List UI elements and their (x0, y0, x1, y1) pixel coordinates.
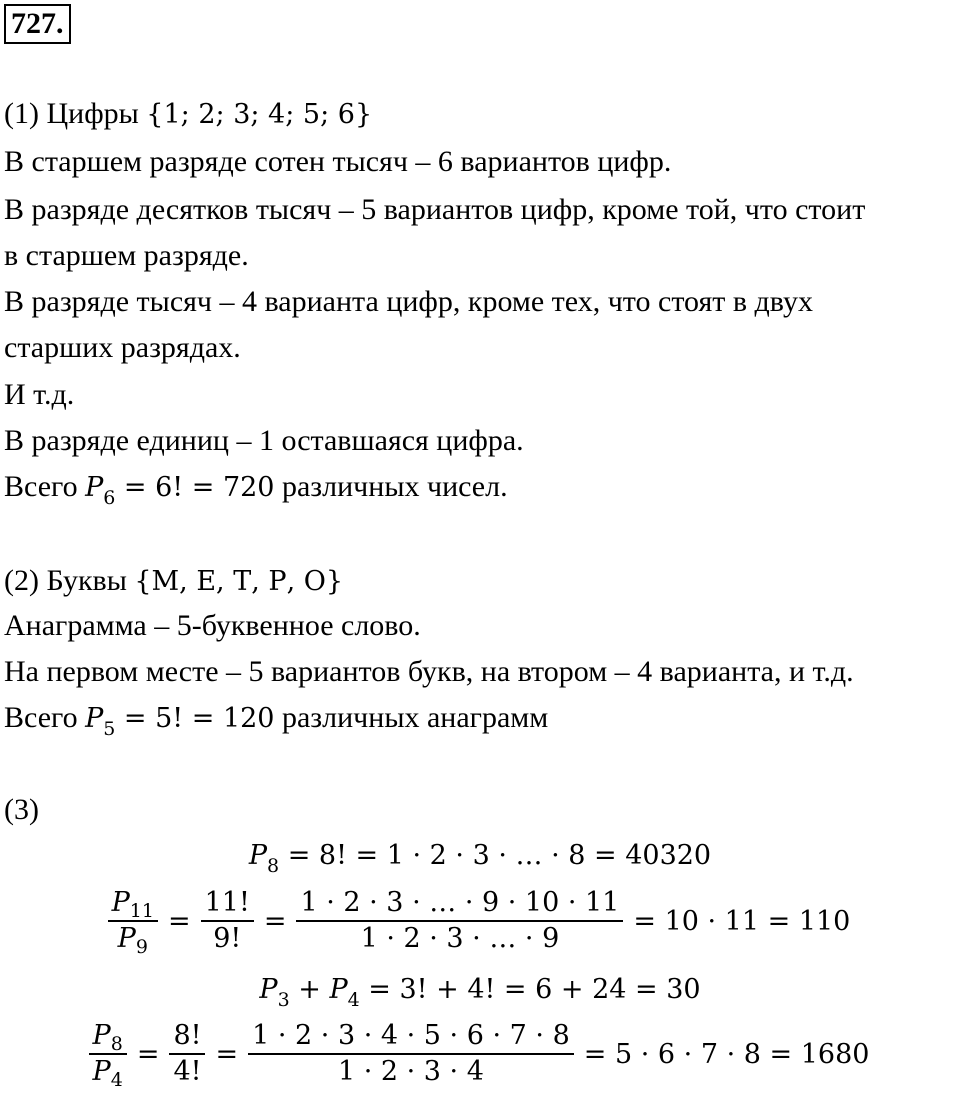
perm-symbol: P (248, 840, 268, 871)
equation-result: = 5 · 6 · 7 · 8 = 1680 (583, 1038, 870, 1070)
perm-subscript: 8 (110, 1033, 123, 1055)
fraction-numerator: 1 · 2 · 3 · … · 9 · 10 · 11 (300, 887, 620, 918)
part2-line: На первом месте – 5 вариантов букв, на втором – 4 варианта, и т.д. (4, 655, 854, 688)
part1-digit-set: {1; 2; 3; 4; 5; 6} (146, 99, 373, 130)
part2-letter-set: {М, Е, Т, Р, О} (134, 566, 344, 597)
perm-symbol: P (85, 472, 104, 503)
part2-header-label: (2) Буквы (4, 564, 135, 597)
perm-subscript: 5 (103, 718, 116, 740)
total-formula: = 5! = 120 (115, 703, 275, 734)
equation-result: = 10 · 11 = 110 (633, 905, 851, 937)
part2-total (4, 700, 548, 739)
part2-header (4, 563, 343, 600)
plus-sign: + (289, 974, 330, 1005)
fraction-denominator: 9! (213, 923, 242, 954)
part1-line: В разряде тысяч – 4 варианта цифр, кроме тех, что стоят в двух (4, 285, 813, 318)
equation-rest: = 8! = 1 · 2 · 3 · … · 8 = 40320 (279, 840, 712, 871)
perm-subscript: 4 (347, 989, 360, 1011)
perm-subscript: 11 (129, 900, 154, 922)
fraction-denominator: 1 · 2 · 3 · … · 9 (360, 923, 560, 954)
fraction-numerator: 1 · 2 · 3 · 4 · 5 · 6 · 7 · 8 (252, 1020, 570, 1051)
task-number-badge: 727. (4, 4, 71, 44)
perm-symbol: P (329, 974, 348, 1005)
fraction-numerator: 8! (173, 1020, 202, 1051)
equation-p8 (0, 838, 960, 876)
fraction-p8-p4 (89, 1019, 127, 1089)
fraction-denominator: 1 · 2 · 3 · 4 (337, 1056, 484, 1087)
equation-p11-over-p9: P 11 P 9 = $\frac{11!}{9!}$ = $\frac{1 \cdot 2 \cdot 3 \cdot \dots \cdot 9 \cdot 10 \cdot 11}{1 \cdot 2 \cdot 3 \cdot \dots \cdot 9}$ = 10 · 11 = 110 (0, 876, 960, 966)
perm-symbol: P (117, 923, 136, 954)
part1-total (4, 469, 508, 508)
fraction-factorials (201, 886, 254, 956)
part1-line: В старшем разряде сотен тысяч – 6 вариантов цифр. (4, 145, 672, 178)
part1-line: старших разрядах. (4, 331, 241, 364)
fraction-p11-p9 (108, 886, 158, 956)
perm-subscript: 9 (135, 936, 148, 958)
part1-line: В разряде единиц – 1 оставшаяся цифра. (4, 424, 524, 457)
fraction-factorials (169, 1019, 205, 1089)
fraction-numerator: 11! (204, 887, 250, 918)
fraction-products (296, 886, 623, 956)
perm-subscript: 4 (110, 1069, 123, 1091)
perm-symbol: P (92, 1056, 111, 1087)
part2-line: Анаграмма – 5-буквенное слово. (4, 609, 421, 642)
perm-subscript: 6 (103, 487, 116, 509)
perm-symbol: P (85, 703, 104, 734)
perm-symbol: P (111, 887, 130, 918)
part1-line: в старшем разряде. (4, 239, 249, 272)
fraction-denominator: 4! (173, 1056, 202, 1087)
part1-line: В разряде десятков тысяч – 5 вариантов цифр, кроме той, что стоит (4, 193, 866, 226)
total-prefix: Всего (4, 701, 86, 734)
part3-label: (3) (4, 793, 39, 826)
total-prefix: Всего (4, 470, 86, 503)
perm-subscript: 3 (277, 989, 290, 1011)
perm-subscript: 8 (267, 855, 280, 877)
equation-rest: = 3! + 4! = 6 + 24 = 30 (359, 974, 701, 1005)
total-suffix: различных анаграмм (274, 701, 549, 734)
part1-header-label: (1) Цифры (4, 97, 147, 130)
perm-symbol: P (92, 1020, 111, 1051)
fraction-products (248, 1019, 574, 1089)
equation-p3-plus-p4 (0, 972, 960, 1010)
equation-p8-over-p4: P 8 P 4 = $\frac{8!}{4!}$ = $\frac{1 \cdot 2 \cdot 3 \cdot 4 \cdot 5 \cdot 6 \cdot 7 \cdot 8}{1 \cdot 2 \cdot 3 \cdot 4}$ = 5 · 6 · 7 · 8 = 1680 (0, 1010, 960, 1098)
perm-symbol: P (259, 974, 278, 1005)
total-suffix: различных чисел. (274, 470, 508, 503)
part1-line: И т.д. (4, 378, 75, 411)
total-formula: = 6! = 720 (115, 472, 275, 503)
part1-header (4, 96, 372, 133)
